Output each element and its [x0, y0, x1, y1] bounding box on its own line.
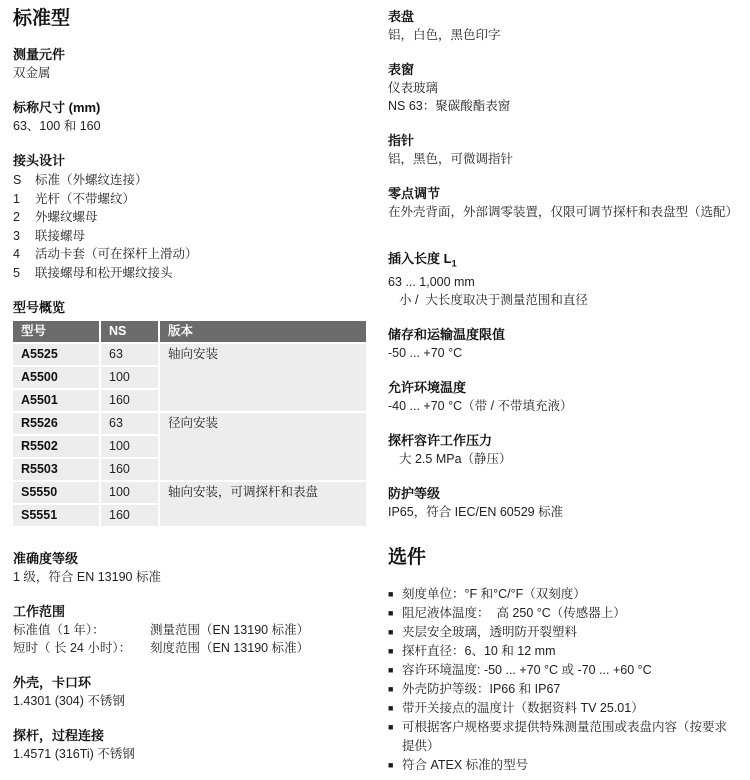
square-bullet-icon: ■: [388, 702, 394, 713]
section-body: -50 ... +70 °C: [388, 345, 463, 360]
table-header-cell: 型号: [13, 321, 99, 342]
list-item-text: 外螺纹螺母: [35, 210, 98, 224]
model-cell: A5501: [13, 390, 99, 411]
option-text: 带开关接点的温度计（数据资料 TV 25.01）: [402, 700, 644, 715]
section-body: 63 ... 1,000 mm: [388, 274, 475, 289]
option-text: 可根据客户规格要求提供特殊测量范围或表盘内容（按要求提供）: [402, 719, 728, 753]
section-case: [13, 674, 370, 710]
section-body: IP65，符合 IEC/EN 60529 标准: [388, 504, 564, 519]
square-bullet-icon: ■: [388, 664, 394, 675]
right-column: [388, 0, 738, 775]
option-text: 阻尼液体温度： 高 250 °C（传感器上）: [402, 605, 626, 620]
section-heading: 探杆，过程连接: [13, 728, 105, 743]
heading-text: 插入长度 L: [388, 251, 452, 266]
model-cell: R5503: [13, 459, 99, 480]
option-text: 刻度单位：°F 和°C/°F（双刻度）: [402, 586, 586, 601]
section-heading: [388, 250, 738, 273]
table-row: [13, 413, 366, 434]
section-window: [388, 61, 738, 115]
section-body: 仪表玻璃: [388, 81, 439, 95]
square-bullet-icon: ■: [388, 588, 394, 599]
section-heading: 测量元件: [13, 47, 66, 62]
option-item: [388, 585, 738, 604]
section-insertion-length: [388, 250, 738, 309]
list-item-text: 联接螺母: [35, 228, 86, 243]
ns-cell: 63: [101, 413, 158, 434]
section-dial: [388, 8, 738, 44]
section-heading: 表窗: [388, 62, 415, 77]
table-header-cell: 版本: [160, 321, 366, 342]
working-range-label: 标准值（1 年）：: [13, 623, 105, 637]
option-text: 探杆直径：6、10 和 12 mm: [402, 643, 556, 658]
section-working-range: [13, 603, 370, 657]
option-item: [388, 623, 738, 642]
section-heading: 防护等级: [388, 485, 441, 501]
table-header-cell: NS: [101, 321, 158, 342]
options-title: 选件: [388, 546, 427, 568]
model-cell: R5502: [13, 436, 99, 457]
left-column: [13, 0, 370, 780]
section-body: 铝，白色，黑色印字: [388, 28, 501, 42]
option-item: [388, 718, 738, 756]
square-bullet-icon: ■: [388, 645, 394, 656]
section-heading: 零点调节: [388, 186, 441, 201]
section-body: 小 / 大长度取决于测量范围和直径: [399, 292, 588, 307]
option-item: [388, 680, 738, 699]
section-measuring-element: [13, 46, 370, 82]
version-cell: 径向安装: [160, 413, 366, 480]
option-text: 夹层安全玻璃，透明防开裂塑料: [402, 624, 578, 639]
section-pointer: [388, 132, 738, 168]
ns-cell: 63: [101, 344, 158, 365]
list-item-text: 活动卡套（可在探杆上滑动）: [35, 247, 198, 261]
working-range-value: 刻度范围（EN 13190 标准）: [150, 641, 310, 655]
ns-cell: 100: [101, 367, 158, 388]
working-range-value: 测量范围（EN 13190 标准）: [150, 623, 310, 637]
table-row: [13, 344, 366, 365]
square-bullet-icon: ■: [388, 683, 394, 694]
section-storage-temp: [388, 326, 738, 362]
section-nominal-size: [13, 99, 370, 135]
option-text: 外壳防护等级：IP66 和 IP67: [402, 681, 561, 696]
list-item: [13, 208, 370, 227]
list-item-key: 1: [13, 191, 20, 206]
option-item: [388, 604, 738, 623]
square-bullet-icon: ■: [388, 759, 394, 770]
heading-subscript: 1: [451, 258, 457, 269]
section-heading: 接头设计: [13, 153, 66, 168]
list-item-key: 2: [13, 210, 20, 224]
section-body: 双金属: [13, 66, 51, 80]
section-ambient-temp: [388, 379, 738, 415]
section-body: 大 2.5 MPa（静压）: [399, 451, 512, 466]
model-cell: S5550: [13, 482, 99, 503]
working-range-row: [13, 621, 370, 639]
section-stem: [13, 727, 370, 763]
section-heading: 型号概览: [13, 300, 66, 315]
ns-cell: 160: [101, 505, 158, 526]
section-model-overview: [13, 299, 370, 528]
section-heading: 工作范围: [13, 604, 66, 619]
ns-cell: 160: [101, 459, 158, 480]
list-item-key: 5: [13, 265, 20, 280]
section-accuracy: [13, 550, 370, 586]
version-cell: 轴向安装: [160, 344, 366, 411]
list-item-key: 4: [13, 247, 20, 261]
section-body: -40 ... +70 °C（带 / 不带填充液）: [388, 398, 573, 413]
section-heading: 外壳，卡口环: [13, 675, 92, 690]
list-item-text: 联接螺母和松开螺纹接头: [35, 265, 173, 280]
section-heading: 储存和运输温度限值: [388, 326, 506, 342]
section-heading: 标称尺寸 (mm): [13, 100, 101, 115]
list-item: [13, 245, 370, 264]
list-item: [13, 171, 370, 190]
model-cell: R5526: [13, 413, 99, 434]
section-body: 63、100 和 160: [13, 119, 101, 133]
square-bullet-icon: ■: [388, 626, 394, 637]
section-body: 铝，黑色，可微调指针: [388, 152, 514, 166]
section-ingress-protection: [388, 485, 738, 521]
ns-cell: 100: [101, 436, 158, 457]
section-body: 1 级，符合 EN 13190 标准: [13, 570, 161, 584]
list-item-text: 标准（外螺纹连接）: [35, 173, 148, 187]
table-header-row: [13, 321, 366, 342]
section-body: 1.4301 (304) 不锈钢: [13, 694, 125, 708]
list-item: [13, 190, 370, 209]
option-item: [388, 642, 738, 661]
ns-cell: 100: [101, 482, 158, 503]
list-item: [13, 264, 370, 283]
section-zero-adjustment: [388, 185, 738, 221]
list-item: [13, 227, 370, 246]
working-range-row: [13, 639, 370, 657]
option-text: 容许环境温度: -50 ... +70 °C 或 -70 ... +60 °C: [402, 662, 652, 677]
model-overview-table: [11, 319, 368, 528]
section-body: 1.4571 (316Ti) 不锈钢: [13, 747, 135, 761]
connection-design-list: [13, 171, 370, 282]
options-list: [388, 585, 738, 775]
section-heading: 准确度等级: [13, 551, 79, 566]
ns-cell: 160: [101, 390, 158, 411]
section-heading: 指针: [388, 133, 415, 148]
option-item: [388, 661, 738, 680]
square-bullet-icon: ■: [388, 607, 394, 618]
option-text: 符合 ATEX 标准的型号: [402, 757, 529, 772]
square-bullet-icon: ■: [388, 721, 394, 732]
option-item: [388, 699, 738, 718]
model-cell: S5551: [13, 505, 99, 526]
page-title: 标准型: [13, 8, 71, 29]
section-body: 在外壳背面，外部调零装置，仅限可调节探杆和表盘型（选配）: [388, 205, 739, 219]
table-row: [13, 482, 366, 503]
list-item-key: S: [13, 173, 22, 187]
section-heading: 探杆容许工作压力: [388, 432, 493, 448]
list-item-text: 光杆（不带螺纹）: [35, 191, 136, 206]
section-heading: 表盘: [388, 9, 415, 24]
section-working-pressure: [388, 432, 738, 468]
version-cell: 轴向安装，可调探杆和表盘: [160, 482, 366, 526]
model-cell: A5525: [13, 344, 99, 365]
list-item-key: 3: [13, 228, 20, 243]
section-heading: 允许环境温度: [388, 379, 467, 395]
working-range-label: 短时（ 长 24 小时）：: [13, 641, 132, 655]
section-body: NS 63：聚碳酸酯表窗: [388, 99, 511, 113]
model-cell: A5500: [13, 367, 99, 388]
section-connection-design: [13, 152, 370, 282]
